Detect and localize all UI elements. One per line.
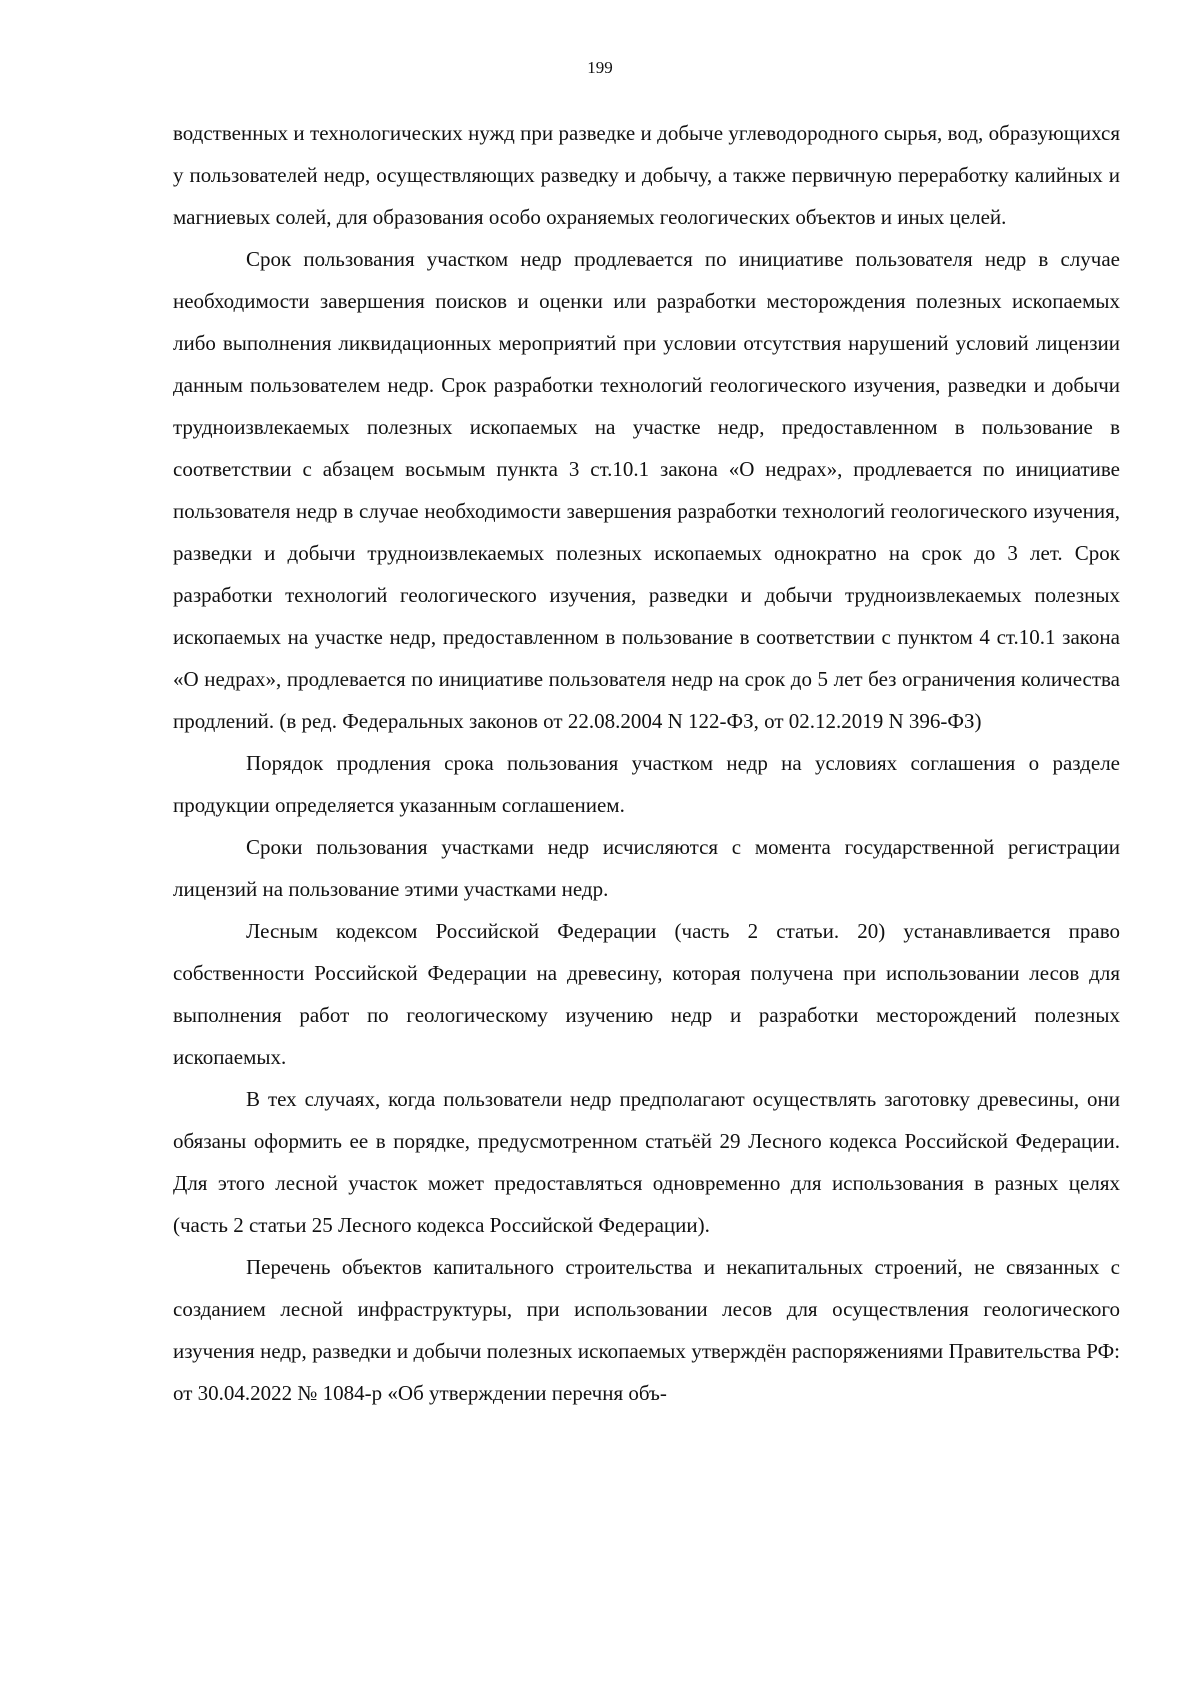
page-number: 199 <box>587 58 613 77</box>
paragraph: Перечень объектов капитального строительства и некапитальных строений, не связанных с созданием лесной инфраструктуры, при использовании лесов для осуществления геологического изучения недр, разведки и добычи полезных ископаемых утверждён распоряжениями Правительства РФ: от 30.04.2022 № 1084-р «Об утверждении перечня объ- <box>173 1255 1120 1405</box>
paragraph: В тех случаях, когда пользователи недр предполагают осуществлять заготовку древесины, они обязаны оформить ее в порядке, предусмотренном статьёй 29 Лесного кодекса Российской Федерации. Для этого лесной участок может предоставляться одновременно для использования в разных целях (часть 2 статьи 25 Лесного кодекса Российской Федерации). <box>173 1087 1120 1237</box>
paragraph: водственных и технологических нужд при разведке и добыче углеводородного сырья, вод, образующихся у пользователей недр, осуществляющих разведку и добычу, а также первичную переработку калийных и магниевых солей, для образования особо охраняемых геологических объектов и иных целей. <box>173 121 1120 229</box>
body-text <box>173 112 1120 1414</box>
paragraph: Сроки пользования участками недр исчисляются с момента государственной регистрации лицензий на пользование этими участками недр. <box>173 835 1120 901</box>
paragraph: Порядок продления срока пользования участком недр на условиях соглашения о разделе продукции определяется указанным соглашением. <box>173 751 1120 817</box>
paragraph: Лесным кодексом Российской Федерации (часть 2 статьи. 20) устанавливается право собственности Российской Федерации на древесину, которая получена при использовании лесов для выполнения работ по геологическому изучению недр и разработки месторождений полезных ископаемых. <box>173 919 1120 1069</box>
paragraph: Срок пользования участком недр продлевается по инициативе пользователя недр в случае необходимости завершения поисков и оценки или разработки месторождения полезных ископаемых либо выполнения ликвидационных мероприятий при условии отсутствия нарушений условий лицензии данным пользователем недр. Срок разработки технологий геологического изучения, разведки и добычи трудноизвлекаемых полезных ископаемых на участке недр, предоставленном в пользование в соответствии с абзацем восьмым пункта 3 ст.10.1 закона «О недрах», продлевается по инициативе пользователя недр в случае необходимости завершения разработки технологий геологического изучения, разведки и добычи трудноизвлекаемых полезных ископаемых однократно на срок до 3 лет. Срок разработки технологий геологического изучения, разведки и добычи трудноизвлекаемых полезных ископаемых на участке недр, предоставленном в пользование в соответствии с пунктом 4 ст.10.1 закона «О недрах», продлевается по инициативе пользователя недр на срок до 5 лет без ограничения количества продлений. (в ред. Федеральных законов от 22.08.2004 N 122-ФЗ, от 02.12.2019 N 396-ФЗ) <box>173 247 1120 733</box>
